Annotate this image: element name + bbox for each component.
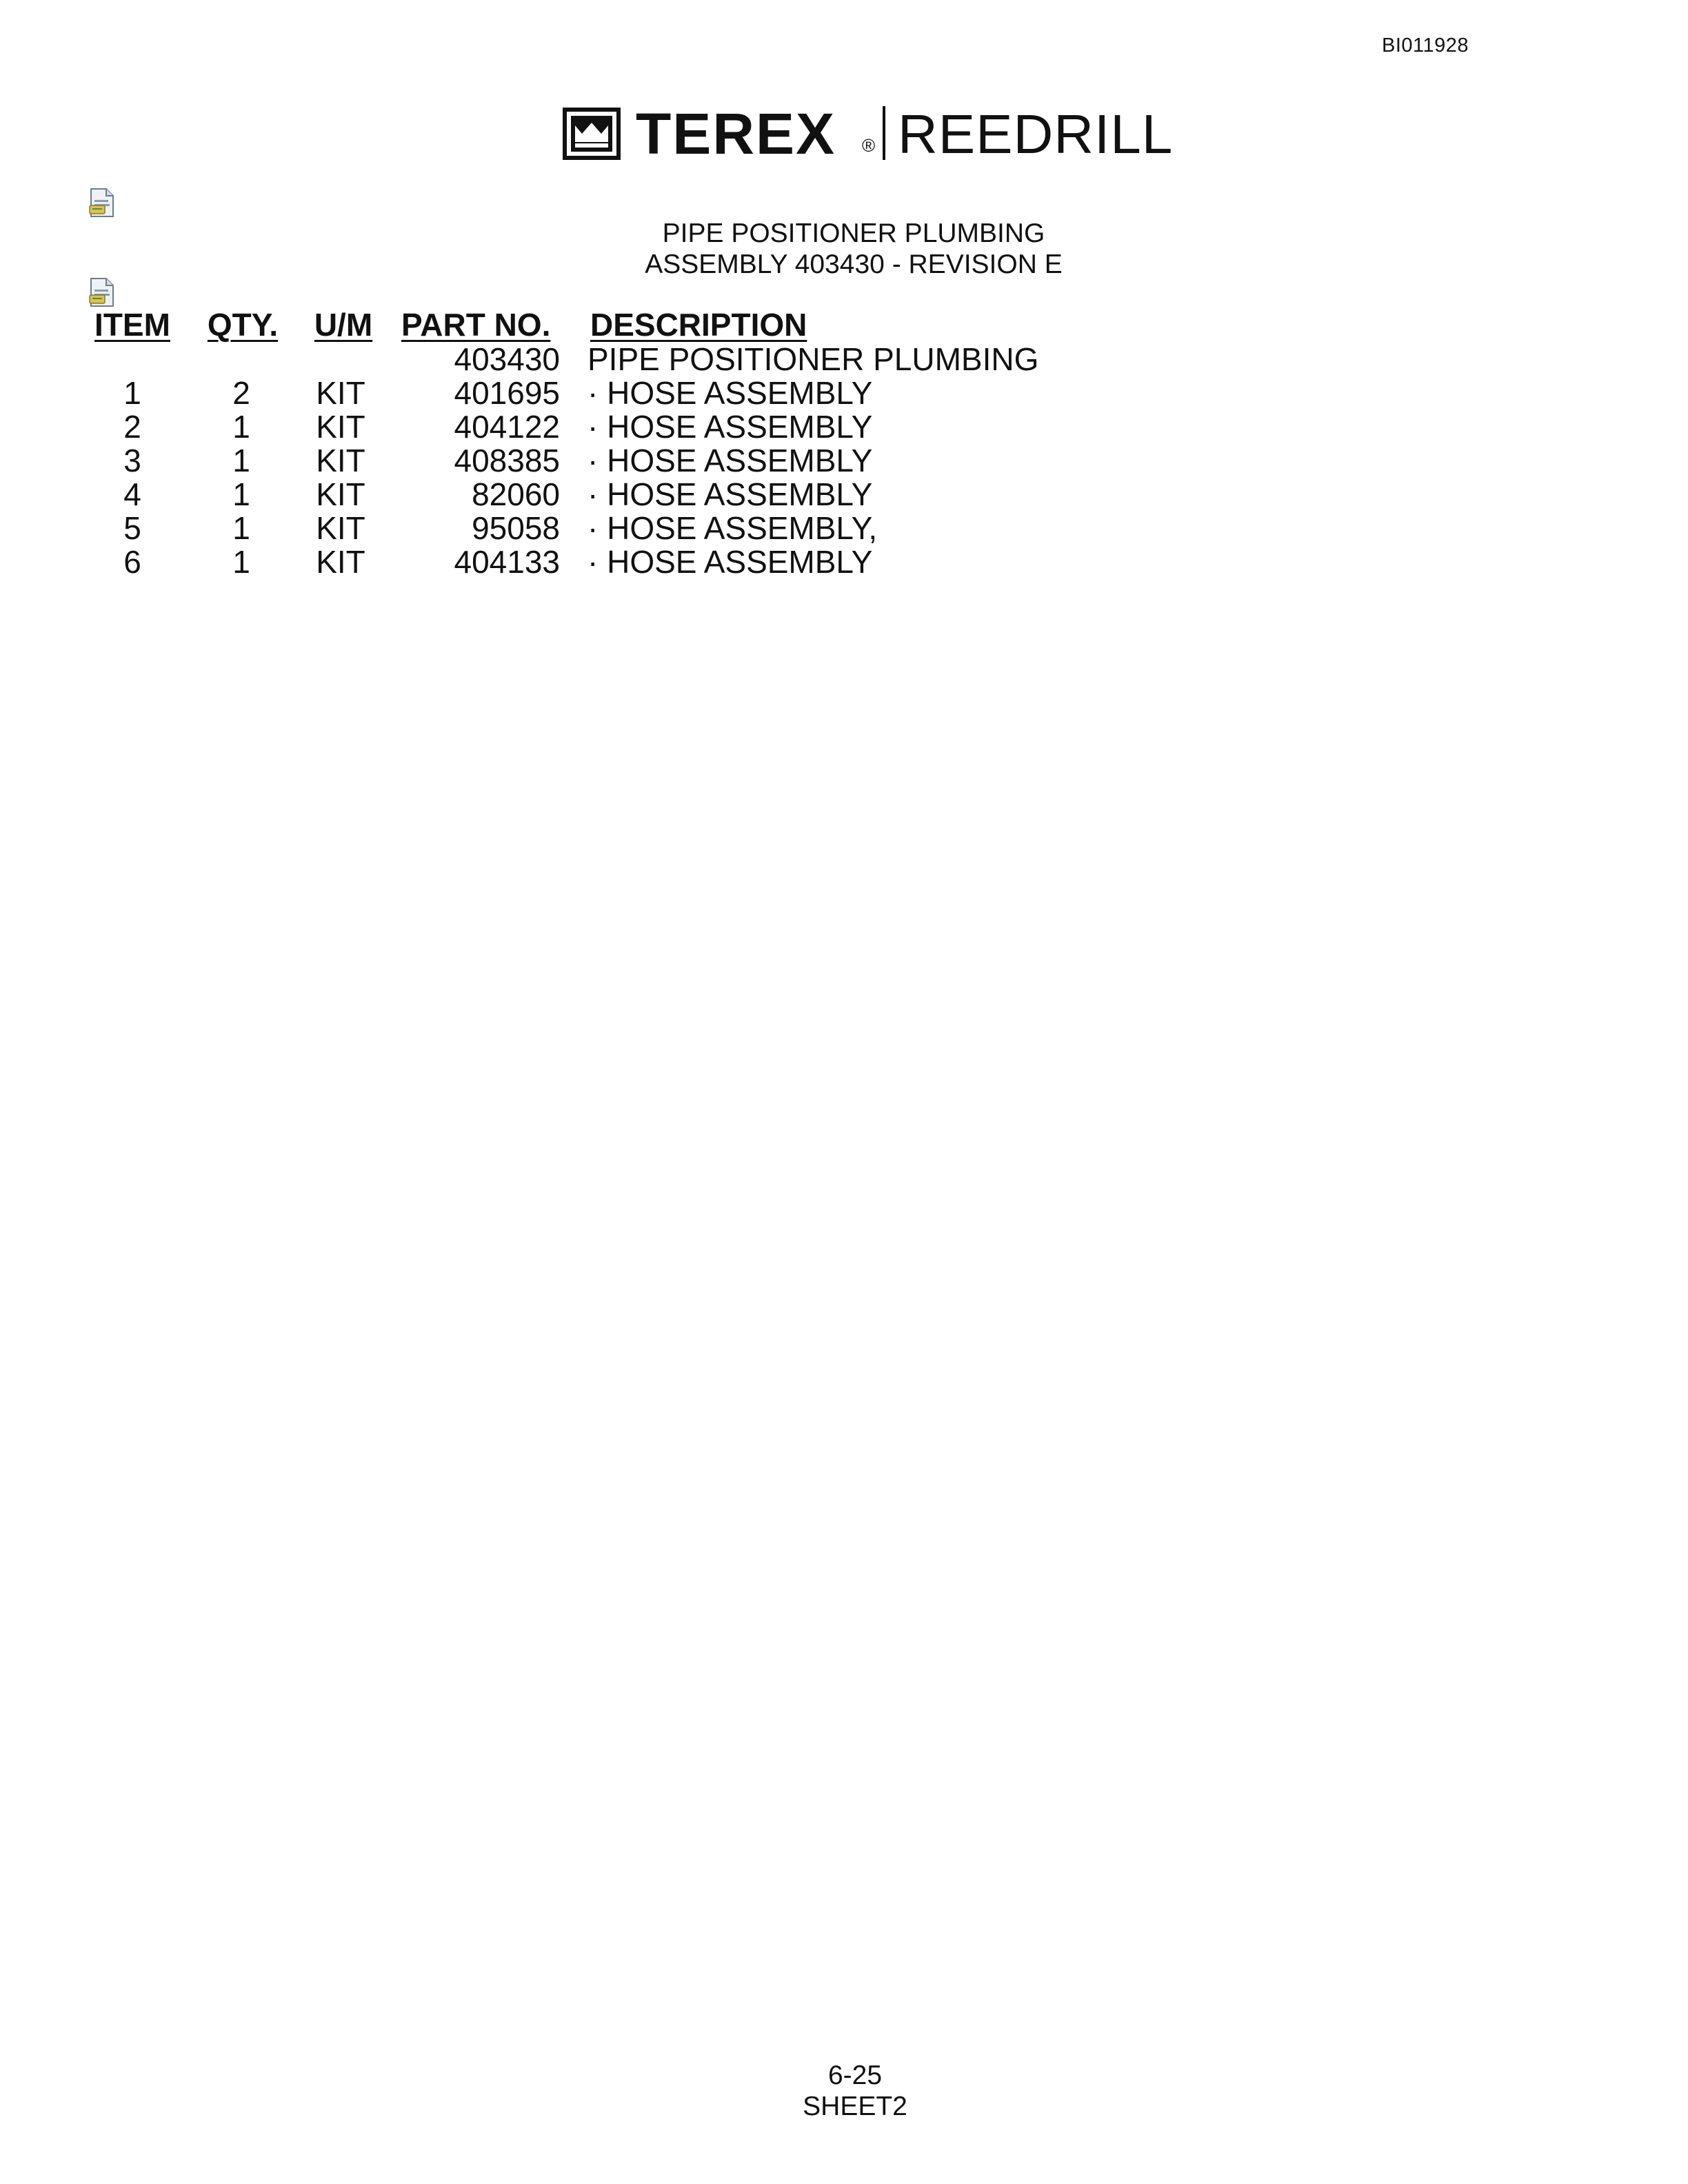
assembly-title bbox=[510, 218, 1197, 280]
part-number: 401695 bbox=[454, 375, 560, 411]
part-description: PIPE POSITIONER PLUMBING bbox=[587, 341, 1039, 377]
title-line-2: ASSEMBLY 403430 - REVISION E bbox=[645, 250, 1063, 279]
quantity: 1 bbox=[232, 443, 250, 478]
sheet-label: SHEET2 bbox=[803, 2092, 907, 2121]
unit-of-measure: KIT bbox=[316, 544, 365, 580]
part-description: · HOSE ASSEMBLY bbox=[587, 375, 873, 411]
column-header-qty: QTY. bbox=[207, 307, 279, 343]
part-description: · HOSE ASSEMBLY bbox=[587, 443, 873, 478]
quantity: 1 bbox=[232, 476, 250, 512]
part-description: · HOSE ASSEMBLY, bbox=[587, 510, 878, 546]
part-description: · HOSE ASSEMBLY bbox=[587, 476, 873, 512]
item-number: 6 bbox=[123, 544, 141, 580]
part-number: 404122 bbox=[454, 409, 560, 445]
part-description: · HOSE ASSEMBLY bbox=[587, 409, 873, 445]
part-number: 403430 bbox=[454, 341, 560, 377]
part-number: 408385 bbox=[454, 443, 560, 478]
unit-of-measure: KIT bbox=[316, 476, 365, 512]
part-number: 95058 bbox=[472, 510, 560, 546]
column-header-description: DESCRIPTION bbox=[590, 307, 807, 343]
page-footer bbox=[717, 2060, 993, 2122]
part-number: 404133 bbox=[454, 544, 560, 580]
quantity: 2 bbox=[232, 375, 250, 411]
unit-of-measure: KIT bbox=[316, 443, 365, 478]
page-number: 6-25 bbox=[827, 2061, 883, 2090]
registered-mark: ® bbox=[862, 135, 876, 156]
terex-reedrill-logo bbox=[563, 101, 1183, 166]
column-header-part-no: PART NO. bbox=[401, 307, 551, 343]
quantity: 1 bbox=[232, 544, 250, 580]
terex-crown-emblem-icon bbox=[563, 108, 621, 160]
logo-divider bbox=[883, 106, 885, 160]
part-description: · HOSE ASSEMBLY bbox=[587, 544, 873, 580]
document-attachment-icon[interactable] bbox=[88, 188, 116, 218]
document-attachment-icon[interactable] bbox=[88, 277, 116, 307]
quantity: 1 bbox=[232, 409, 250, 445]
brand-name: TEREX bbox=[636, 101, 836, 166]
title-line-1: PIPE POSITIONER PLUMBING bbox=[662, 219, 1045, 248]
item-number: 1 bbox=[123, 375, 141, 411]
column-header-um: U/M bbox=[314, 307, 373, 343]
document-id: BI011928 bbox=[1382, 34, 1469, 57]
unit-of-measure: KIT bbox=[316, 409, 365, 445]
part-number: 82060 bbox=[472, 476, 560, 512]
item-number: 3 bbox=[123, 443, 141, 478]
unit-of-measure: KIT bbox=[316, 510, 365, 546]
item-number: 5 bbox=[123, 510, 141, 546]
item-number: 4 bbox=[123, 476, 141, 512]
product-name: REEDRILL bbox=[898, 103, 1174, 165]
unit-of-measure: KIT bbox=[316, 375, 365, 411]
quantity: 1 bbox=[232, 510, 250, 546]
column-header-item: ITEM bbox=[94, 307, 170, 343]
item-number: 2 bbox=[123, 409, 141, 445]
